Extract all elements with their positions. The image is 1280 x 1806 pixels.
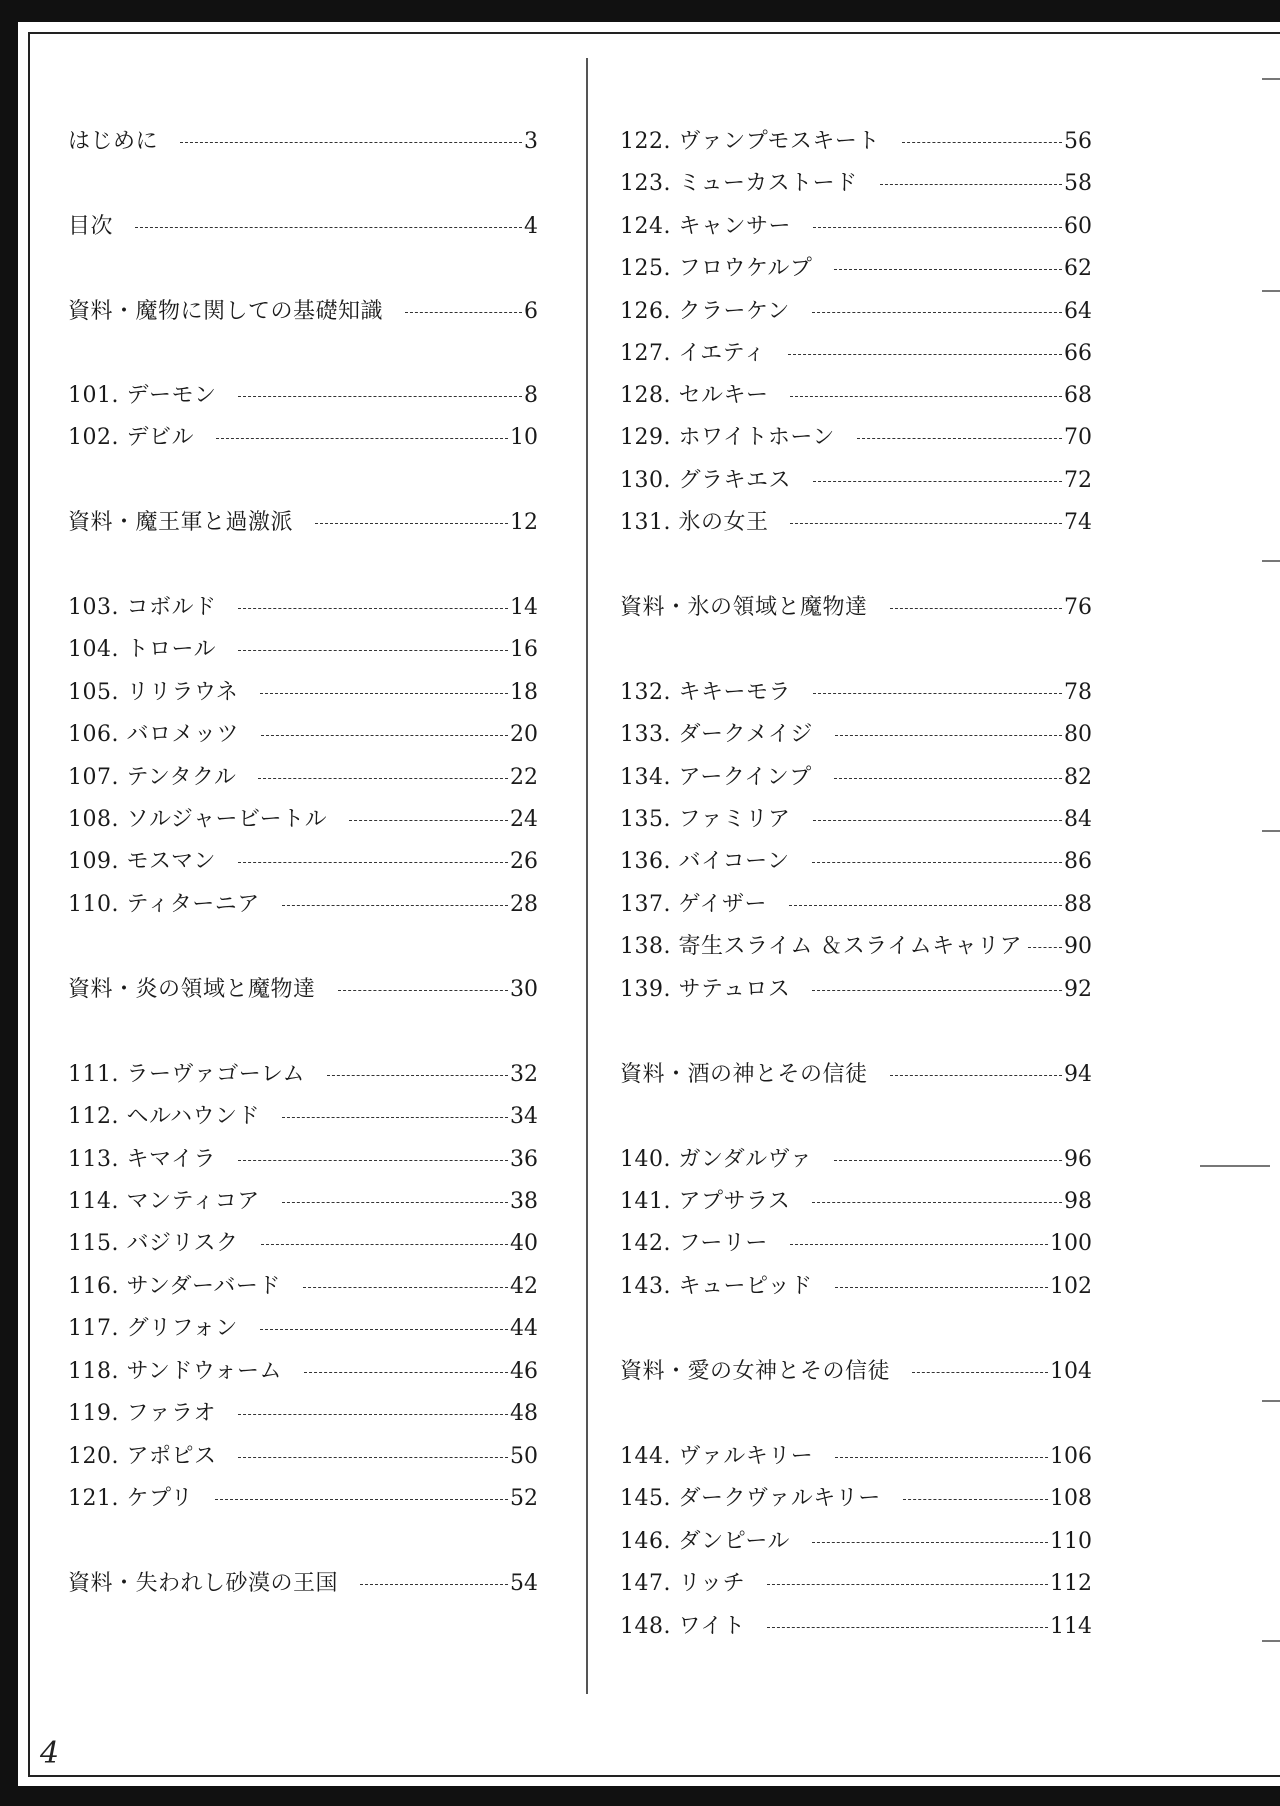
dot-leader xyxy=(834,1160,1062,1161)
toc-entry xyxy=(620,1609,1092,1645)
toc-entry-title: 139. サテュロス xyxy=(620,977,791,1002)
toc-entry-title: はじめに xyxy=(68,129,159,154)
toc-entry-title: 115. バジリスク xyxy=(68,1231,239,1256)
dot-leader xyxy=(304,1372,508,1373)
toc-entry-page: 36 xyxy=(510,1147,538,1172)
dot-leader xyxy=(880,184,1062,185)
toc-entry xyxy=(620,378,1092,414)
dot-leader xyxy=(857,438,1062,439)
toc-entry-page: 60 xyxy=(1064,214,1092,239)
toc-entry-title: 111. ラーヴァゴーレム xyxy=(68,1062,305,1087)
toc-entry xyxy=(68,1396,538,1432)
dot-leader xyxy=(238,650,508,651)
dot-leader xyxy=(767,1627,1048,1628)
dot-leader xyxy=(282,1117,508,1118)
toc-entry-page: 26 xyxy=(510,849,538,874)
toc-entry xyxy=(620,717,1092,753)
toc-entry-page: 72 xyxy=(1064,468,1092,493)
toc-entry-title: 125. フロウケルプ xyxy=(620,256,813,281)
dot-leader xyxy=(834,269,1062,270)
toc-entry xyxy=(68,1057,538,1093)
toc-entry xyxy=(620,124,1092,160)
toc-entry-title: 121. ケプリ xyxy=(68,1486,194,1511)
dot-leader xyxy=(238,1414,508,1415)
binding-edge-mark xyxy=(1200,1165,1270,1167)
toc-entry xyxy=(620,929,1092,965)
toc-entry-title: 117. グリフォン xyxy=(68,1316,238,1341)
dot-leader xyxy=(303,1287,508,1288)
toc-entry-page: 98 xyxy=(1064,1189,1092,1214)
toc-entry xyxy=(620,336,1092,372)
toc-entry-page: 30 xyxy=(510,977,538,1002)
toc-entry-page: 16 xyxy=(510,637,538,662)
toc-entry-title: 123. ミューカストード xyxy=(620,171,858,196)
toc-entry-title: 資料・魔王軍と過激派 xyxy=(68,510,294,535)
toc-entry-title: 140. ガンダルヴァ xyxy=(620,1147,813,1172)
toc-entry xyxy=(68,1311,538,1347)
toc-entry-page: 50 xyxy=(510,1444,538,1469)
toc-entry-page: 82 xyxy=(1064,765,1092,790)
dot-leader xyxy=(789,905,1062,906)
toc-entry-title: 144. ヴァルキリー xyxy=(620,1444,814,1469)
dot-leader xyxy=(315,523,508,524)
toc-entry-title: 143. キューピッド xyxy=(620,1274,813,1299)
toc-entry xyxy=(68,124,538,160)
toc-section xyxy=(68,505,538,541)
toc-entry-page: 28 xyxy=(510,892,538,917)
dot-leader xyxy=(338,990,508,991)
dot-leader xyxy=(812,862,1062,863)
toc-entry xyxy=(620,294,1092,330)
toc-entry xyxy=(620,463,1092,499)
toc-entry-page: 40 xyxy=(510,1231,538,1256)
toc-entry xyxy=(620,1481,1092,1517)
toc-entry xyxy=(68,675,538,711)
dot-leader xyxy=(912,1372,1048,1373)
toc-entry-page: 80 xyxy=(1064,722,1092,747)
toc-entry-title: 103. コボルド xyxy=(68,595,217,620)
toc-entry xyxy=(620,1269,1092,1305)
toc-entry-page: 84 xyxy=(1064,807,1092,832)
dot-leader xyxy=(790,396,1062,397)
toc-entry xyxy=(620,1142,1092,1178)
toc-entry-page: 92 xyxy=(1064,977,1092,1002)
dot-leader xyxy=(135,227,522,228)
toc-section xyxy=(68,1566,538,1602)
toc-entry-page: 64 xyxy=(1064,299,1092,324)
toc-entry-title: 資料・酒の神とその信徒 xyxy=(620,1062,868,1087)
binding-edge-mark xyxy=(1262,290,1280,292)
dot-leader xyxy=(327,1075,508,1076)
toc-entry-page: 90 xyxy=(1064,934,1092,959)
dot-leader xyxy=(813,820,1062,821)
toc-entry xyxy=(620,420,1092,456)
toc-section xyxy=(68,972,538,1008)
toc-entry-page: 96 xyxy=(1064,1147,1092,1172)
toc-entry xyxy=(68,1142,538,1178)
dot-leader xyxy=(238,862,508,863)
toc-entry-page: 6 xyxy=(524,299,538,324)
toc-entry-page: 42 xyxy=(510,1274,538,1299)
toc-entry-page: 44 xyxy=(510,1316,538,1341)
dot-leader xyxy=(349,820,508,821)
dot-leader xyxy=(282,1202,508,1203)
toc-entry-title: 147. リッチ xyxy=(620,1571,746,1596)
dot-leader xyxy=(405,312,522,313)
toc-entry-title: 118. サンドウォーム xyxy=(68,1359,282,1384)
toc-entry xyxy=(68,802,538,838)
toc-entry-title: 106. バロメッツ xyxy=(68,722,239,747)
dot-leader xyxy=(890,608,1062,609)
toc-entry-title: 資料・氷の領域と魔物達 xyxy=(620,595,868,620)
toc-entry xyxy=(68,760,538,796)
toc-entry xyxy=(620,1184,1092,1220)
toc-entry xyxy=(620,1566,1092,1602)
toc-entry-page: 10 xyxy=(510,425,538,450)
toc-entry xyxy=(68,1354,538,1390)
toc-entry-page: 68 xyxy=(1064,383,1092,408)
dot-leader xyxy=(238,396,522,397)
toc-entry-page: 106 xyxy=(1050,1444,1092,1469)
toc-entry-page: 54 xyxy=(510,1571,538,1596)
toc-entry-page: 38 xyxy=(510,1189,538,1214)
toc-entry xyxy=(68,1226,538,1262)
toc-entry-page: 3 xyxy=(524,129,538,154)
toc-entry xyxy=(68,209,538,245)
toc-entry-page: 66 xyxy=(1064,341,1092,366)
dot-leader xyxy=(282,905,508,906)
toc-entry-title: 122. ヴァンプモスキート xyxy=(620,129,880,154)
toc-entry-page: 14 xyxy=(510,595,538,620)
toc-entry-title: 112. ヘルハウンド xyxy=(68,1104,260,1129)
toc-entry xyxy=(68,887,538,923)
dot-leader xyxy=(812,1542,1048,1543)
toc-entry-page: 86 xyxy=(1064,849,1092,874)
page-number: 4 xyxy=(40,1736,60,1771)
toc-entry-title: 110. ティターニア xyxy=(68,892,260,917)
toc-entry-title: 資料・失われし砂漠の王国 xyxy=(68,1571,339,1596)
toc-entry xyxy=(68,590,538,626)
toc-entry-title: 116. サンダーバード xyxy=(68,1274,281,1299)
dot-leader xyxy=(180,142,522,143)
toc-entry-page: 110 xyxy=(1050,1529,1092,1554)
toc-entry-page: 74 xyxy=(1064,510,1092,535)
dot-leader xyxy=(790,1244,1048,1245)
toc-entry-title: 104. トロール xyxy=(68,637,217,662)
toc-entry-title: 105. リリラウネ xyxy=(68,680,239,705)
toc-entry-page: 88 xyxy=(1064,892,1092,917)
toc-entry-title: 119. ファラオ xyxy=(68,1401,217,1426)
toc-entry-page: 112 xyxy=(1050,1571,1092,1596)
toc-entry xyxy=(68,844,538,880)
dot-leader xyxy=(216,438,508,439)
toc-entry xyxy=(68,1099,538,1135)
toc-entry xyxy=(620,1226,1092,1262)
toc-entry-page: 108 xyxy=(1050,1486,1092,1511)
toc-entry-page: 52 xyxy=(510,1486,538,1511)
toc-entry-title: 146. ダンピール xyxy=(620,1529,790,1554)
toc-entry-title: 101. デーモン xyxy=(68,383,217,408)
toc-entry-page: 46 xyxy=(510,1359,538,1384)
column-divider xyxy=(586,58,588,1694)
toc-entry xyxy=(620,1439,1092,1475)
toc-entry-title: 129. ホワイトホーン xyxy=(620,425,835,450)
toc-entry xyxy=(620,166,1092,202)
toc-section xyxy=(620,590,1092,626)
toc-entry xyxy=(68,1184,538,1220)
toc-entry-title: 133. ダークメイジ xyxy=(620,722,813,747)
toc-entry-page: 102 xyxy=(1050,1274,1092,1299)
toc-entry xyxy=(620,209,1092,245)
toc-entry-page: 62 xyxy=(1064,256,1092,281)
binding-edge-mark xyxy=(1262,78,1280,80)
binding-edge-mark xyxy=(1262,830,1280,832)
toc-entry-page: 32 xyxy=(510,1062,538,1087)
dot-leader xyxy=(835,1287,1048,1288)
toc-entry-title: 130. グラキエス xyxy=(620,468,791,493)
toc-entry-page: 48 xyxy=(510,1401,538,1426)
toc-entry-page: 104 xyxy=(1050,1359,1092,1384)
toc-entry-title: 145. ダークヴァルキリー xyxy=(620,1486,881,1511)
dot-leader xyxy=(834,778,1062,779)
toc-entry xyxy=(620,505,1092,541)
toc-entry-title: 目次 xyxy=(68,214,114,239)
dot-leader xyxy=(788,354,1062,355)
toc-section xyxy=(68,294,538,330)
toc-entry-page: 58 xyxy=(1064,171,1092,196)
dot-leader xyxy=(835,735,1062,736)
toc-entry-title: 114. マンティコア xyxy=(68,1189,260,1214)
toc-entry xyxy=(68,717,538,753)
toc-entry xyxy=(620,844,1092,880)
toc-entry-title: 108. ソルジャービートル xyxy=(68,807,328,832)
toc-entry-title: 136. バイコーン xyxy=(620,849,790,874)
dot-leader xyxy=(813,481,1062,482)
toc-entry-title: 137. ゲイザー xyxy=(620,892,767,917)
toc-entry-title: 142. フーリー xyxy=(620,1231,768,1256)
toc-entry-title: 131. 氷の女王 xyxy=(620,510,769,535)
toc-entry-page: 34 xyxy=(510,1104,538,1129)
toc-entry-page: 18 xyxy=(510,680,538,705)
dot-leader xyxy=(813,693,1062,694)
dot-leader xyxy=(261,1244,508,1245)
toc-entry xyxy=(68,1481,538,1517)
toc-entry-page: 22 xyxy=(510,765,538,790)
toc-entry-page: 12 xyxy=(510,510,538,535)
toc-entry xyxy=(68,420,538,456)
dot-leader xyxy=(835,1457,1048,1458)
toc-entry-title: 134. アークインプ xyxy=(620,765,812,790)
dot-leader xyxy=(215,1499,508,1500)
toc-entry-page: 70 xyxy=(1064,425,1092,450)
binding-edge-mark xyxy=(1262,1400,1280,1402)
toc-entry xyxy=(620,887,1092,923)
dot-leader xyxy=(767,1584,1048,1585)
dot-leader xyxy=(238,1457,508,1458)
toc-entry xyxy=(620,675,1092,711)
dot-leader xyxy=(238,608,508,609)
toc-entry-title: 資料・炎の領域と魔物達 xyxy=(68,977,316,1002)
toc-entry xyxy=(620,1524,1092,1560)
toc-entry xyxy=(620,251,1092,287)
toc-entry xyxy=(68,378,538,414)
dot-leader xyxy=(360,1584,508,1585)
dot-leader xyxy=(812,312,1062,313)
toc-entry-title: 148. ワイト xyxy=(620,1614,746,1639)
toc-entry-title: 102. デビル xyxy=(68,425,194,450)
dot-leader xyxy=(238,1160,508,1161)
toc-entry-title: 132. キキーモラ xyxy=(620,680,791,705)
toc-entry-title: 135. ファミリア xyxy=(620,807,791,832)
toc-entry-title: 141. アプサラス xyxy=(620,1189,791,1214)
toc-entry-title: 127. イエティ xyxy=(620,341,766,366)
toc-entry-title: 128. セルキー xyxy=(620,383,769,408)
toc-entry-title: 126. クラーケン xyxy=(620,299,790,324)
toc-entry-title: 資料・魔物に関しての基礎知識 xyxy=(68,299,384,324)
toc-entry xyxy=(620,760,1092,796)
dot-leader xyxy=(260,1329,508,1330)
toc-entry xyxy=(68,1439,538,1475)
toc-section xyxy=(620,1057,1092,1093)
toc-section xyxy=(620,1354,1092,1390)
toc-entry xyxy=(68,1269,538,1305)
dot-leader xyxy=(258,778,508,779)
binding-edge-mark xyxy=(1262,560,1280,562)
toc-entry xyxy=(620,972,1092,1008)
dot-leader xyxy=(790,523,1062,524)
dot-leader xyxy=(890,1075,1062,1076)
dot-leader xyxy=(813,227,1062,228)
toc-entry-page: 78 xyxy=(1064,680,1092,705)
toc-entry-page: 114 xyxy=(1050,1614,1092,1639)
toc-entry-page: 100 xyxy=(1050,1231,1092,1256)
toc-entry-page: 76 xyxy=(1064,595,1092,620)
toc-entry-page: 20 xyxy=(510,722,538,747)
toc-entry-title: 113. キマイラ xyxy=(68,1147,217,1172)
toc-entry-page: 94 xyxy=(1064,1062,1092,1087)
dot-leader xyxy=(902,142,1062,143)
toc-entry-page: 4 xyxy=(524,214,538,239)
dot-leader xyxy=(903,1499,1048,1500)
dot-leader xyxy=(812,1202,1062,1203)
toc-entry-title: 109. モスマン xyxy=(68,849,217,874)
toc-entry xyxy=(620,802,1092,838)
toc-entry-page: 8 xyxy=(524,383,538,408)
toc-entry-page: 24 xyxy=(510,807,538,832)
dot-leader xyxy=(260,693,508,694)
toc-entry-title: 138. 寄生スライム ＆スライムキャリア xyxy=(620,934,1023,959)
toc-entry xyxy=(68,632,538,668)
binding-edge-mark xyxy=(1262,1640,1280,1642)
dot-leader xyxy=(812,990,1062,991)
toc-entry-title: 124. キャンサー xyxy=(620,214,791,239)
dot-leader xyxy=(261,735,508,736)
toc-entry-page: 56 xyxy=(1064,129,1092,154)
toc-entry-title: 120. アポピス xyxy=(68,1444,217,1469)
dot-leader xyxy=(1028,947,1062,948)
toc-entry-title: 107. テンタクル xyxy=(68,765,237,790)
toc-entry-title: 資料・愛の女神とその信徒 xyxy=(620,1359,891,1384)
